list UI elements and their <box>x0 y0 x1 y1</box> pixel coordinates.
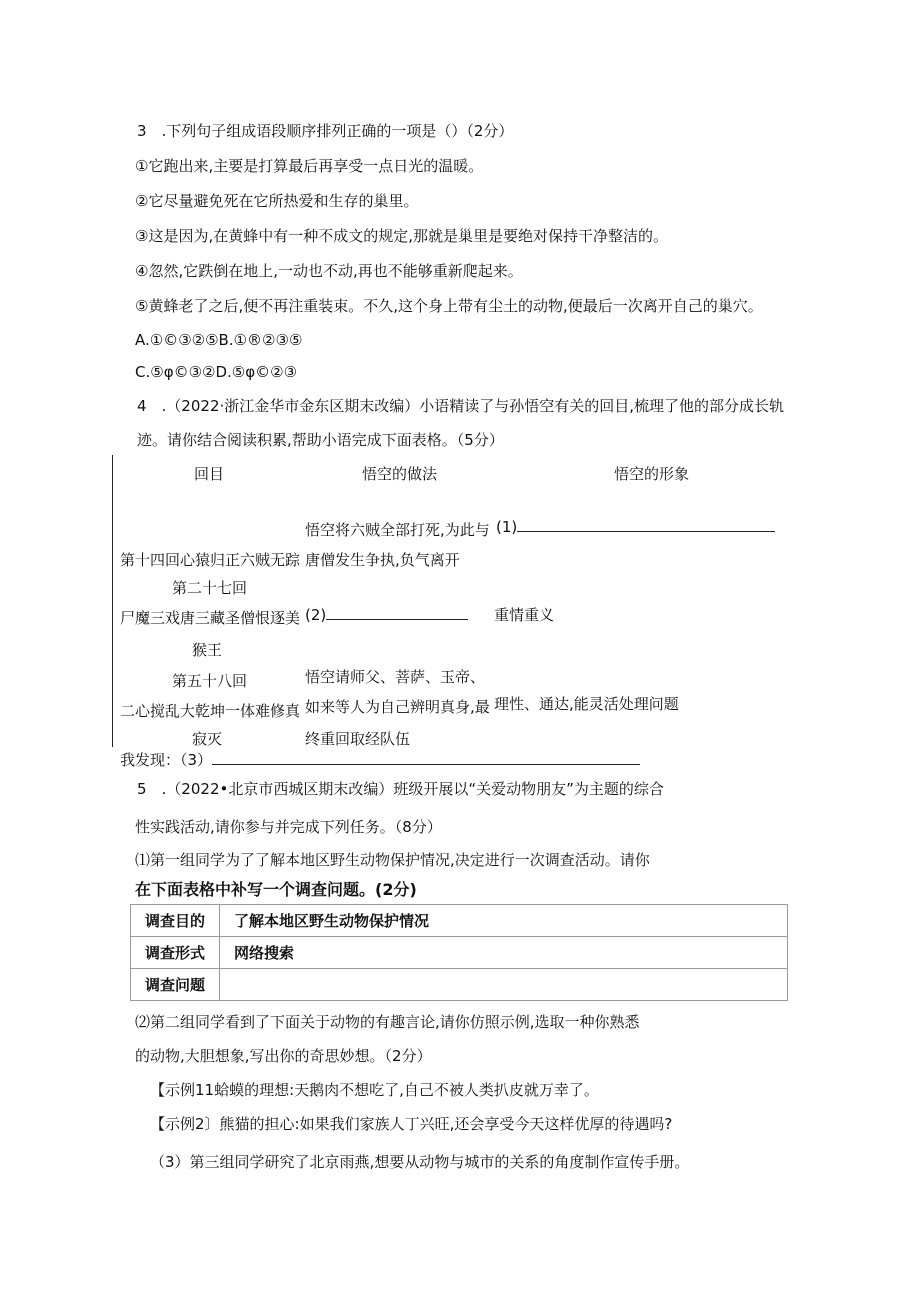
row1-chapter: 第十四回心猿归正六贼无踪 <box>120 551 301 569</box>
row3-chapter-line2: 二心搅乱大乾坤一体难修真 <box>120 702 301 720</box>
row1-image-label: (1) <box>496 518 518 536</box>
row2-chapter-line2: 尸魔三戏唐三藏圣僧恨逐美 <box>120 609 301 627</box>
finding-blank[interactable] <box>120 750 640 770</box>
q3-sentence-1: ①它跑出来,主要是打算最后再享受一点日光的温暖。 <box>135 157 484 175</box>
row3-chapter-line1: 第五十八回 <box>172 672 248 690</box>
row2-chapter-line3: 猴王 <box>192 641 223 659</box>
row1-deed-line2: 唐僧发生争执,负气离开 <box>305 551 460 569</box>
row3-deed-line1: 悟空请师父、菩萨、玉帝、 <box>305 668 486 686</box>
q4-stem-line2: 迹。请你结合阅读积累,帮助小语完成下面表格。（5分） <box>137 431 504 449</box>
row3-chapter-line3: 寂灭 <box>192 730 223 748</box>
header-image: 悟空的形象 <box>614 465 690 483</box>
table-row <box>131 969 788 1001</box>
q5-example-2: 【示例2〕熊猫的担心:如果我们家族人丁兴旺,还会享受今天这样优厚的待遇吗? <box>150 1115 673 1133</box>
q5-part1-line1: ⑴第一组同学为了了解本地区野生动物保护情况,决定进行一次调查活动。请你 <box>135 851 650 869</box>
q5-stem-line1: 5 .（2022•北京市西城区期末改编）班级开展以“关爱动物朋友”为主题的综合 <box>137 780 664 798</box>
q5-example-1: 【示例11蛤蟆的理想:天鹅肉不想吃了,自己不被人类扒皮就万幸了。 <box>150 1081 599 1099</box>
row3-image: 理性、通达,能灵活处理问题 <box>494 695 679 713</box>
survey-value-purpose: 了解本地区野生动物保护情况 <box>220 905 788 937</box>
table-row <box>131 905 788 937</box>
q3-stem: 3 .下列句子组成语段顺序排列正确的一项是（）（2分） <box>137 122 514 140</box>
q5-part1-line2: 在下面表格中补写一个调查问题。(2分) <box>135 880 417 899</box>
row2-deed-line <box>326 605 468 620</box>
row2-deed-label: (2) <box>305 606 327 624</box>
q3-options-ab: A.①©③②⑤B.①®②③⑤ <box>135 331 303 349</box>
q3-sentence-4: ④忽然,它跌倒在地上,一动也不动,再也不能够重新爬起来。 <box>135 262 523 280</box>
finding-line <box>212 750 640 765</box>
header-deed: 悟空的做法 <box>362 465 438 483</box>
q5-stem-line2: 性实践活动,请你参与并完成下列任务。（8分） <box>135 818 442 836</box>
q5-part2-line2: 的动物,大胆想象,写出你的奇思妙想。（2分） <box>135 1047 432 1065</box>
survey-key-purpose: 调查目的 <box>131 905 220 937</box>
row2-image: 重情重义 <box>494 606 555 624</box>
row2-chapter-line1: 第二十七回 <box>172 579 248 597</box>
survey-value-form: 网络搜索 <box>220 937 788 969</box>
q3-sentence-3: ③这是因为,在黄蜂中有一种不成文的规定,那就是巢里是要绝对保持干净整洁的。 <box>135 227 668 245</box>
q3-options-cd: C.⑤φ©③②D.⑤φ©②③ <box>135 363 298 381</box>
q3-sentence-2: ②它尽量避免死在它所热爱和生存的巢里。 <box>135 192 419 210</box>
row1-deed-line1: 悟空将六贼全部打死,为此与 <box>305 521 490 539</box>
survey-key-question: 调查问题 <box>131 969 220 1001</box>
q4-stem-line1: 4 .（2022·浙江金华市金东区期末改编）小语精读了与孙悟空有关的回目,梳理了他的部分成长轨 <box>137 397 785 415</box>
row3-deed-line3: 终重回取经队伍 <box>305 730 411 748</box>
q5-part3: （3）第三组同学研究了北京雨燕,想要从动物与城市的关系的角度制作宣传手册。 <box>150 1153 690 1171</box>
table-left-border <box>112 455 113 747</box>
q5-part2-line1: ⑵第二组同学看到了下面关于动物的有趣言论,请你仿照示例,选取一种你熟悉 <box>135 1013 640 1031</box>
header-chapter: 回目 <box>194 465 225 483</box>
table-row <box>131 937 788 969</box>
row1-image-line <box>517 517 775 532</box>
finding-label: 我发现：（3） <box>120 751 213 769</box>
survey-key-form: 调查形式 <box>131 937 220 969</box>
row1-image-blank[interactable] <box>496 517 775 537</box>
survey-question-answer[interactable] <box>220 969 788 1001</box>
row3-deed-line2: 如来等人为自己辨明真身,最 <box>305 698 490 716</box>
row2-deed-blank[interactable] <box>305 605 468 625</box>
survey-table <box>130 904 788 1001</box>
q3-sentence-5: ⑤黄蜂老了之后,便不再注重装束。不久,这个身上带有尘土的动物,便最后一次离开自己的巢穴。 <box>135 297 763 315</box>
